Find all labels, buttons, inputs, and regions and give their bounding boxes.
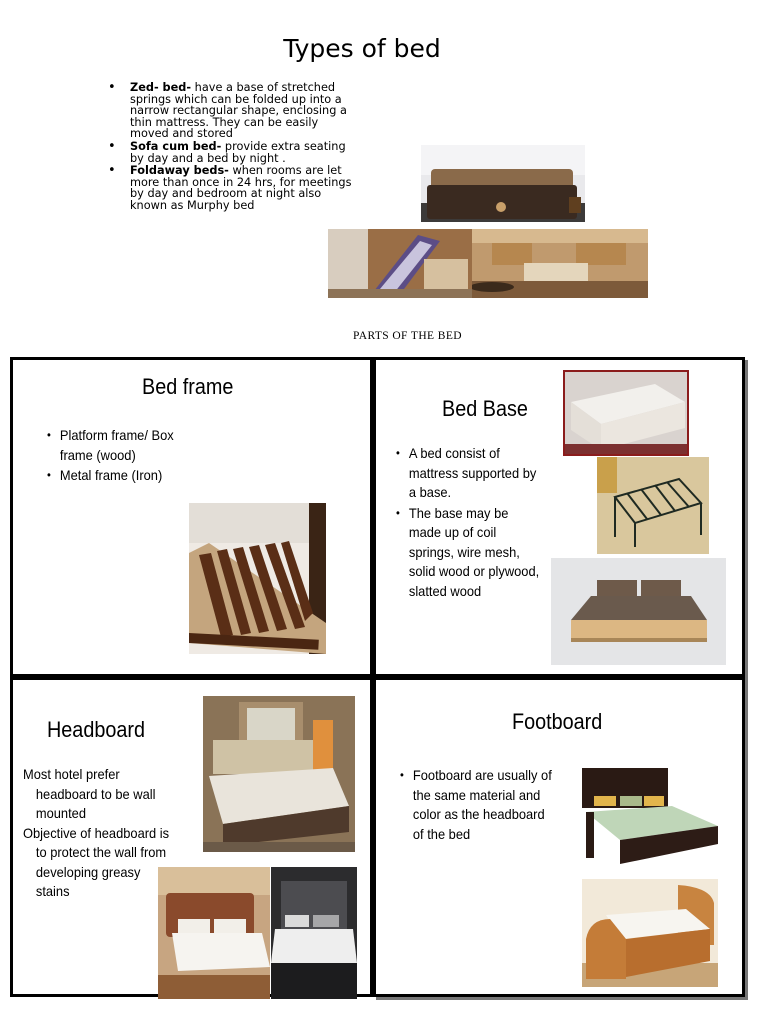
slide-title: Footboard <box>512 709 603 734</box>
list-item: • Sofa cum bed- provide extra seating by day and a bed by night . <box>108 141 358 164</box>
slide-bullets <box>47 426 176 487</box>
footboard-photo-1 <box>580 766 722 868</box>
slide-bed-frame <box>10 357 373 677</box>
slide-text <box>23 765 170 902</box>
metal-base-photo <box>597 457 709 554</box>
slide-bed-base <box>373 357 745 677</box>
slide-headboard <box>10 677 373 997</box>
list-item: • A bed consist of mattress supported by a base. <box>396 444 543 503</box>
bed-types-list <box>108 82 358 213</box>
list-item: • Metal frame (Iron) <box>47 466 176 486</box>
list-item: • Footboard are usually of the same material and color as the headboard of the bed <box>400 766 552 844</box>
slide-title: Bed frame <box>142 374 234 399</box>
foldaway-bed-photo <box>328 229 472 298</box>
slide-footboard <box>373 677 745 997</box>
headboard-photo-1 <box>203 696 355 852</box>
text-line: Objective of headboard is to protect the wall from developing greasy stains <box>23 824 170 899</box>
footboard-photo-2 <box>582 879 718 987</box>
sofa-bed-photo <box>421 145 585 222</box>
page-title: Types of bed <box>283 34 441 63</box>
list-item: • The base may be made up of coil springs, wire mesh, solid wood or plywood, slatted wood <box>396 504 543 602</box>
list-item: • Zed- bed- have a base of stretched springs which can be folded up into a narrow rectangular shape, enclosing a thin mattress. They can be easily moved and stored <box>108 82 358 140</box>
slatted-base-photo <box>551 558 726 665</box>
hotel-room-photo <box>472 229 648 298</box>
slide-title: Headboard <box>47 717 145 742</box>
slide-title: Bed Base <box>442 396 528 421</box>
headboard-photo-3 <box>271 867 357 999</box>
bed-frame-photo <box>189 503 326 654</box>
divan-bed-photo <box>563 370 689 456</box>
text-line: Most hotel prefer headboard to be wall mounted <box>23 766 156 821</box>
headboard-photo-2 <box>158 867 270 999</box>
section-heading: PARTS OF THE BED <box>353 330 462 342</box>
list-item: • Platform frame/ Box frame (wood) <box>47 426 176 465</box>
list-item: • Foldaway beds- when rooms are let more than once in 24 hrs, for meetings by day and bedroom at night also known as Murphy bed <box>108 165 358 211</box>
slide-bullets <box>400 766 552 845</box>
slide-bullets <box>396 444 543 602</box>
